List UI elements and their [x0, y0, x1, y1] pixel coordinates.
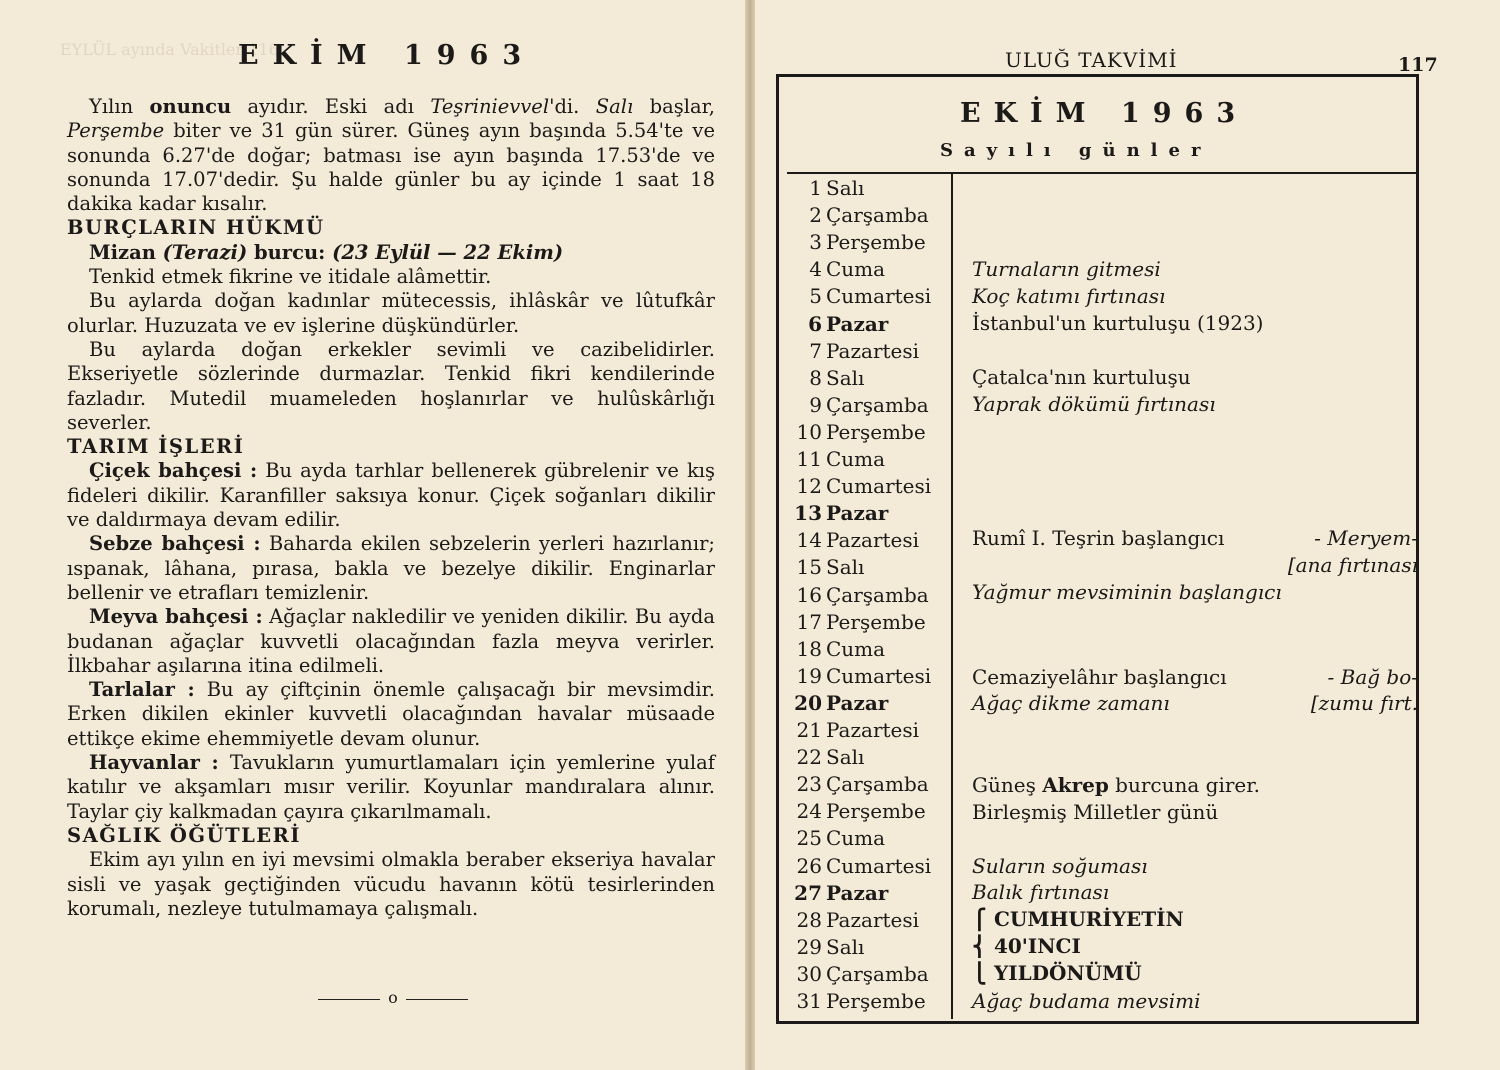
- column-divider: [951, 173, 953, 1019]
- day-note: Birleşmiş Milletler günü: [972, 800, 1219, 824]
- mizan-line: Mizan (Terazi) burcu: (23 Eylül — 22 Ekim): [89, 240, 564, 264]
- day-note: İstanbul'un kurtuluşu (1923): [972, 311, 1264, 335]
- day-row: [787, 528, 919, 552]
- tarim-item: Hayvanlar : Tavukların yumurtlamaları için yemlerine yulaf katılır ve akşamları mısır verilir. Koyunlar mandıralara alınır. Taylar çiy kalkmadan çayıra çıkarılmamalı.: [67, 751, 715, 823]
- day-name: Salı: [826, 365, 865, 390]
- day-number: 31: [796, 989, 822, 1013]
- day-number: 2: [809, 203, 822, 228]
- intro-paragraph: Yılın onuncu ayıdır. Eski adı Teşrinievvel'di. Salı başlar, Perşembe biter ve 31 gün sürer. Güneş ayın başında 5.54'te ve sonunda 6.27'de doğar; batması ise ayın başında 17.53'de ve sonunda 17.07'dedir. Şu halde günler bu ay içinde 1 saat 18 dakika kadar kısalır.: [67, 95, 716, 216]
- day-note: Ağaç dikme zamanı [zumu fırt.: [972, 691, 1418, 715]
- day-note: Güneş Akrep burcuna girer.: [972, 773, 1260, 797]
- calendar-title: EKİM 1963: [960, 98, 1249, 129]
- day-row: [787, 664, 931, 688]
- day-note: ⎧ CUMHURİYETİN: [972, 907, 1184, 931]
- day-note: Yaprak dökümü fırtınası: [972, 392, 1216, 416]
- day-number: 18: [796, 636, 822, 661]
- day-row: [787, 583, 929, 607]
- day-note: Ağaç budama mevsimi: [972, 989, 1201, 1013]
- section-end-ornament: o: [318, 988, 468, 1007]
- day-number: 26: [796, 853, 822, 878]
- day-number: 30: [796, 961, 822, 986]
- day-number: 29: [796, 934, 822, 959]
- calendar-subtitle: Sayılı günler: [940, 140, 1212, 161]
- day-note: ⎩ YILDÖNÜMÜ: [972, 961, 1142, 985]
- running-head: ULUĞ TAKVİMİ: [1005, 48, 1178, 72]
- day-name: Salı: [826, 934, 865, 959]
- day-number: 12: [796, 474, 822, 499]
- day-row: [787, 447, 885, 471]
- day-row: [787, 176, 864, 200]
- day-name: Perşembe: [826, 989, 926, 1013]
- tarim-item: Sebze bahçesi : Baharda ekilen sebzelerin yerleri hazırlanır; ıspanak, lâhana, pırasa, bakla ve bezelye dikilir. Enginarlar bellenir ve etrafları temizlenir.: [67, 532, 715, 604]
- burc-paragraph: Tenkid etmek fikrine ve itidale alâmettir.: [89, 265, 492, 289]
- day-name: Perşembe: [826, 799, 926, 824]
- day-number: 8: [809, 365, 822, 390]
- day-number: 5: [809, 284, 822, 309]
- day-name: Cuma: [826, 636, 886, 661]
- tarim-heading: TARIM İŞLERİ: [67, 435, 245, 459]
- day-name: Cumartesi: [826, 284, 932, 309]
- day-row: [787, 393, 929, 417]
- day-name: Perşembe: [826, 609, 926, 634]
- day-number: 9: [809, 392, 822, 417]
- day-row: [787, 257, 885, 281]
- day-note: [ana fırtınası: [1287, 553, 1418, 577]
- day-note: Yağmur mevsiminin başlangıcı: [972, 580, 1282, 604]
- day-name: Pazartesi: [826, 528, 920, 553]
- day-number: 20: [794, 690, 822, 715]
- day-note: Çatalca'nın kurtuluşu: [972, 365, 1191, 389]
- day-note: Koç katımı fırtınası: [972, 284, 1166, 308]
- day-name: Pazar: [826, 690, 889, 715]
- day-row: [787, 339, 919, 363]
- left-page-header: EKİM 1963: [238, 40, 536, 71]
- burc-heading: BURÇLARIN HÜKMÜ: [67, 216, 325, 240]
- day-number: 15: [796, 555, 822, 580]
- day-row: [787, 555, 864, 579]
- day-note: Rumî I. Teşrin başlangıcı - Meryem-: [972, 526, 1418, 550]
- day-number: 28: [796, 907, 822, 932]
- day-row: [787, 312, 888, 336]
- day-number: 11: [796, 447, 822, 471]
- day-number: 24: [796, 799, 822, 824]
- day-row: [787, 962, 929, 986]
- day-name: Salı: [826, 745, 865, 770]
- day-number: 25: [796, 826, 822, 851]
- day-row: [787, 501, 888, 525]
- day-row: [787, 908, 919, 932]
- day-note: Turnaların gitmesi: [972, 257, 1161, 281]
- day-name: Cuma: [826, 826, 886, 851]
- day-number: 6: [808, 311, 822, 336]
- day-row: [787, 989, 926, 1013]
- day-row: [787, 718, 919, 742]
- day-number: 7: [809, 338, 822, 363]
- day-name: Salı: [826, 176, 865, 200]
- day-row: [787, 637, 885, 661]
- day-name: Cuma: [826, 257, 886, 282]
- day-note: Balık fırtınası: [972, 880, 1110, 904]
- day-name: Çarşamba: [826, 392, 929, 417]
- day-number: 22: [796, 745, 822, 770]
- day-row: [787, 799, 926, 823]
- day-row: [787, 826, 885, 850]
- header-divider: [787, 172, 1419, 174]
- day-row: [787, 203, 929, 227]
- day-row: [787, 474, 931, 498]
- day-row: [787, 691, 888, 715]
- burc-paragraph: Bu aylarda doğan erkekler sevimli ve cazibelidirler. Ekseriyetle sözlerinde durmazlar. Tenkid fikri kendilerinde fazladır. Mutedil muameleden hoşlanırlar ve hulûskârlığı severler.: [67, 337, 715, 434]
- day-number: 21: [796, 718, 822, 742]
- day-number: 10: [796, 419, 822, 444]
- day-note: ⎨ 40'INCI: [972, 934, 1081, 958]
- day-name: Cuma: [826, 447, 886, 471]
- show-through-text: EYLÜL ayında Vakitler 116: [60, 40, 279, 59]
- day-name: Pazar: [826, 880, 889, 905]
- left-page: [0, 0, 745, 1070]
- book-gutter: [745, 0, 755, 1070]
- day-row: [787, 854, 931, 878]
- day-name: Cumartesi: [826, 853, 932, 878]
- day-number: 14: [796, 528, 822, 553]
- day-row: [787, 610, 926, 634]
- day-number: 23: [796, 772, 822, 797]
- day-name: Salı: [826, 555, 865, 580]
- day-note: Cemaziyelâhır başlangıcı - Bağ bo-: [972, 665, 1418, 689]
- page-number: 117: [1398, 54, 1438, 76]
- day-name: Perşembe: [826, 419, 926, 444]
- burc-paragraph: Bu aylarda doğan kadınlar mütecessis, ihlâskâr ve lûtufkâr olurlar. Huzuzata ve ev işlerine düşkündürler.: [67, 289, 715, 337]
- day-number: 1: [809, 176, 822, 200]
- day-row: [787, 745, 864, 769]
- day-name: Cumartesi: [826, 474, 932, 499]
- saglik-paragraph: Ekim ayı yılın en iyi mevsimi olmakla beraber ekseriya havalar sisli ve yaşak geçtiğinden vücudu havanın kötü tesirlerinden korumalı, nezleye tutulmamaya çalışmalı.: [67, 848, 715, 920]
- day-row: [787, 881, 888, 905]
- tarim-item: Çiçek bahçesi : Bu ayda tarhlar bellenerek gübrelenir ve kış fideleri dikilir. Karanfiller saksıya konur. Çiçek soğanları dikilir ve daldırmaya devam edilir.: [67, 459, 716, 532]
- day-number: 16: [796, 582, 822, 607]
- day-name: Pazartesi: [826, 907, 920, 932]
- day-name: Pazartesi: [826, 338, 920, 363]
- day-number: 4: [809, 257, 822, 282]
- tarim-item: Meyva bahçesi : Ağaçlar nakledilir ve yeniden dikilir. Bu ayda budanan ağaçlar kuvvetli olacağından fazla meyva verirler. İlkbahar aşılarına itina edilmeli.: [67, 605, 715, 677]
- day-name: Pazartesi: [826, 718, 920, 742]
- day-note: Suların soğuması: [972, 854, 1148, 878]
- day-number: 17: [796, 609, 822, 634]
- day-row: [787, 366, 864, 390]
- day-row: [787, 230, 926, 254]
- day-name: Cumartesi: [826, 663, 932, 688]
- tarim-item: Tarlalar : Bu ay çiftçinin önemle çalışacağı bir mevsimdir. Erken dikilen ekinler kuvvetli olacağından havalar müsaade ettikçe ekime ehemmiyetle devam olunur.: [67, 678, 715, 750]
- left-body-text: [67, 95, 715, 921]
- day-row: [787, 772, 929, 796]
- day-row: [787, 935, 864, 959]
- day-name: Çarşamba: [826, 582, 929, 607]
- day-name: Pazar: [826, 311, 889, 336]
- day-number: 13: [794, 501, 822, 526]
- day-name: Çarşamba: [826, 961, 929, 986]
- day-name: Çarşamba: [826, 203, 929, 228]
- day-row: [787, 284, 931, 308]
- saglik-heading: SAĞLIK ÖĞÜTLERİ: [67, 823, 301, 847]
- day-name: Pazar: [826, 501, 889, 526]
- day-name: Perşembe: [826, 230, 926, 255]
- day-number: 19: [796, 663, 822, 688]
- day-row: [787, 420, 926, 444]
- day-number: 3: [809, 230, 822, 255]
- day-number: 27: [794, 880, 822, 905]
- day-name: Çarşamba: [826, 772, 929, 797]
